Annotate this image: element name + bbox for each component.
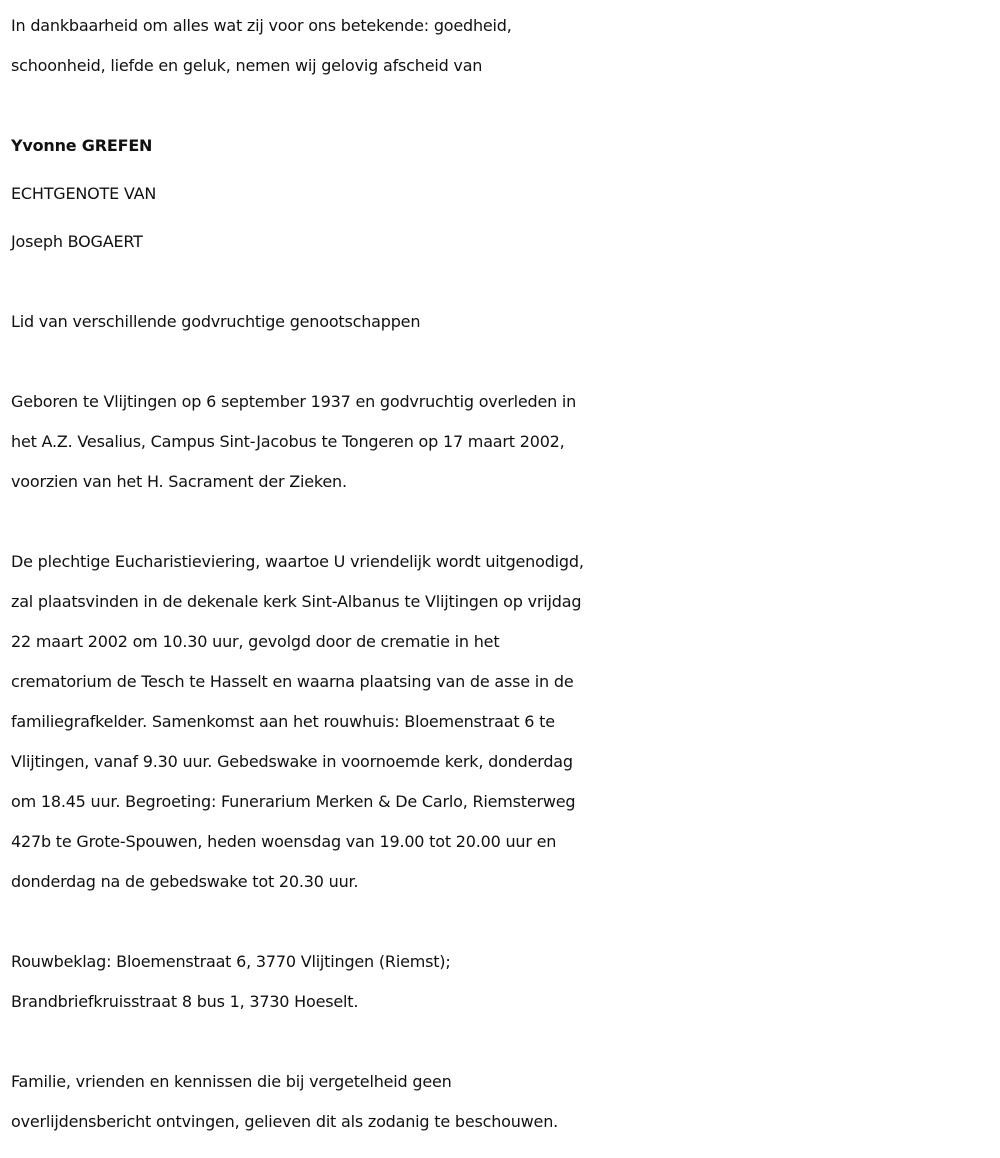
intro-line: schoonheid, liefde en geluk, nemen wij gelovig afscheid van <box>11 56 483 75</box>
ceremony-line: 427b te Grote-Spouwen, heden woensdag van 19.00 tot 20.00 uur en <box>11 832 557 851</box>
ceremony-line: 22 maart 2002 om 10.30 uur, gevolgd door de crematie in het <box>11 632 500 651</box>
membership-line: Lid van verschillende godvruchtige genootschappen <box>11 312 421 331</box>
birth-death-line: voorzien van het H. Sacrament der Zieken. <box>11 472 347 491</box>
condolence-paragraph <box>11 942 996 1022</box>
deceased-block <box>11 122 996 266</box>
death-notice <box>11 6 996 1142</box>
birth-death-paragraph <box>11 382 996 502</box>
closing-paragraph <box>11 1062 996 1142</box>
relation-label: ECHTGENOTE VAN <box>11 184 157 203</box>
ceremony-line: donderdag na de gebedswake tot 20.30 uur. <box>11 872 359 891</box>
condolence-line: Rouwbeklag: Bloemenstraat 6, 3770 Vlijtingen (Riemst); <box>11 952 451 971</box>
ceremony-line: om 18.45 uur. Begroeting: Funerarium Merken & De Carlo, Riemsterweg <box>11 792 576 811</box>
birth-death-line: het A.Z. Vesalius, Campus Sint-Jacobus te Tongeren op 17 maart 2002, <box>11 432 565 451</box>
spouse-name: Joseph BOGAERT <box>11 232 143 251</box>
closing-line: overlijdensbericht ontvingen, gelieven dit als zodanig te beschouwen. <box>11 1112 559 1131</box>
membership-paragraph <box>11 302 996 342</box>
ceremony-line: Vlijtingen, vanaf 9.30 uur. Gebedswake in voornoemde kerk, donderdag <box>11 752 573 771</box>
intro-paragraph <box>11 6 996 86</box>
ceremony-line: De plechtige Eucharistieviering, waartoe U vriendelijk wordt uitgenodigd, <box>11 552 584 571</box>
deceased-name: Yvonne GREFEN <box>11 136 153 155</box>
closing-line: Familie, vrienden en kennissen die bij vergetelheid geen <box>11 1072 452 1091</box>
condolence-line: Brandbriefkruisstraat 8 bus 1, 3730 Hoeselt. <box>11 992 359 1011</box>
intro-line: In dankbaarheid om alles wat zij voor ons betekende: goedheid, <box>11 16 512 35</box>
ceremony-line: familiegrafkelder. Samenkomst aan het rouwhuis: Bloemenstraat 6 te <box>11 712 555 731</box>
birth-death-line: Geboren te Vlijtingen op 6 september 1937 en godvruchtig overleden in <box>11 392 577 411</box>
ceremony-line: zal plaatsvinden in de dekenale kerk Sint-Albanus te Vlijtingen op vrijdag <box>11 592 582 611</box>
ceremony-paragraph <box>11 542 996 902</box>
ceremony-line: crematorium de Tesch te Hasselt en waarna plaatsing van de asse in de <box>11 672 574 691</box>
